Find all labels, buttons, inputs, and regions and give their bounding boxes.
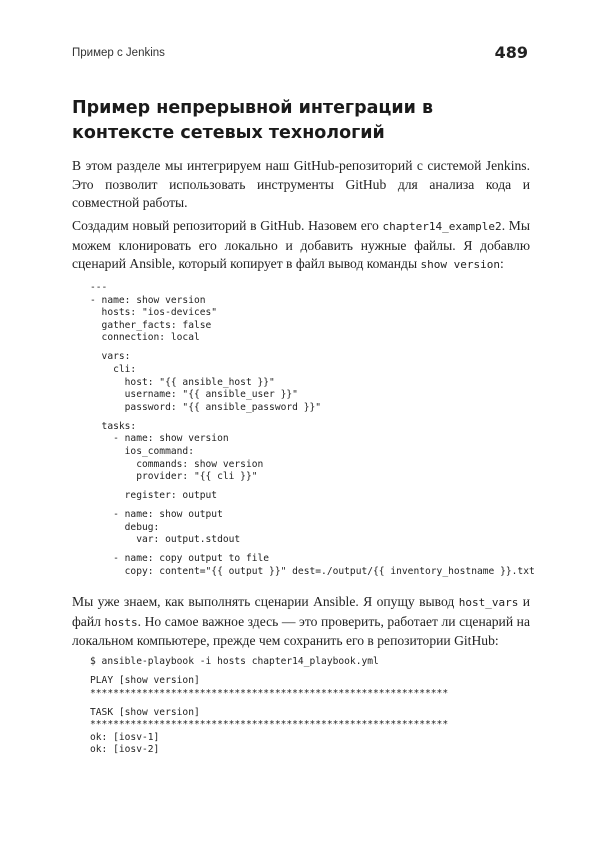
code-line: ************************************************************** [90,687,449,699]
code-line: gather_facts: false [90,319,212,331]
run-paragraph-text-2: и файл [72,594,530,629]
host-vars-code: host_vars [458,596,519,609]
code-line: vars: [90,351,131,363]
hosts-code: hosts [104,615,138,629]
run-paragraph-text-3: . Но самое важное здесь — это проверить, работает ли сценарий на локальном компьютере, прежде чем сохранить его в репозитории GitHub: [72,613,530,648]
repo-paragraph-text-2: . Мы можем клонировать его локально и добавить нужные файлы. Я добавлю сценарий Ansible, который копирует в файл вывод команды [72,218,530,271]
code-line: cli: [90,363,137,375]
code-line: $ ansible-playbook -i hosts chapter14_playbook.yml [90,656,379,667]
intro-paragraph: В этом разделе мы интегрируем наш GitHub-репозиторий с системой Jenkins. Это позволит использовать инструменты GitHub для анализа кода и совместной работы. [72,158,530,210]
code-line: password: "{{ ansible_password }}" [90,401,322,413]
code-line: var: output.stdout [90,534,241,546]
code-line: provider: "{{ cli }}" [90,471,258,483]
code-line: copy: content="{{ output }}" dest=./output/{{ inventory_hostname }}.txt [90,565,535,577]
code-line: - name: show version [90,294,206,306]
code-line: hosts: "ios-devices" [90,307,218,319]
section-heading: Пример непрерывной интеграции в контексте сетевых технологий [72,98,434,143]
code-line: ok: [iosv-2] [90,744,160,756]
code-line: tasks: [90,420,137,432]
code-line: ok: [iosv-1] [90,731,160,743]
code-line: - name: copy output to file [90,553,270,565]
page-number: 489 [494,43,528,62]
repo-name-code: chapter14_example2 [382,220,502,233]
code-line: host: "{{ ansible_host }}" [90,376,275,388]
code-line: ios_command: [90,445,194,457]
command-code: show version [420,258,500,271]
code-line: PLAY [show version] [90,674,200,686]
code-line: username: "{{ ansible_user }}" [90,389,298,401]
playbook-code-block [90,282,535,578]
repo-paragraph-text-3: : [499,256,504,271]
repo-paragraph-text-1: Создадим новый репозиторий в GitHub. Назовем его [72,218,383,233]
code-line: register: output [90,490,218,502]
code-line: - name: show version [90,433,229,445]
chapter-title: Пример с Jenkins [72,47,165,59]
code-line: debug: [90,521,160,533]
code-line: commands: show version [90,458,264,470]
code-line: --- [90,282,108,293]
run-paragraph-text-1: Мы уже знаем, как выполнять сценарии Ansible. Я опущу вывод [72,594,459,609]
repo-paragraph [72,217,530,275]
code-line: TASK [show version] [90,706,200,718]
terminal-output-block [90,656,448,757]
code-line: connection: local [90,332,200,344]
code-line: ************************************************************** [90,719,449,731]
run-paragraph [72,593,530,651]
code-line: - name: show output [90,509,223,521]
